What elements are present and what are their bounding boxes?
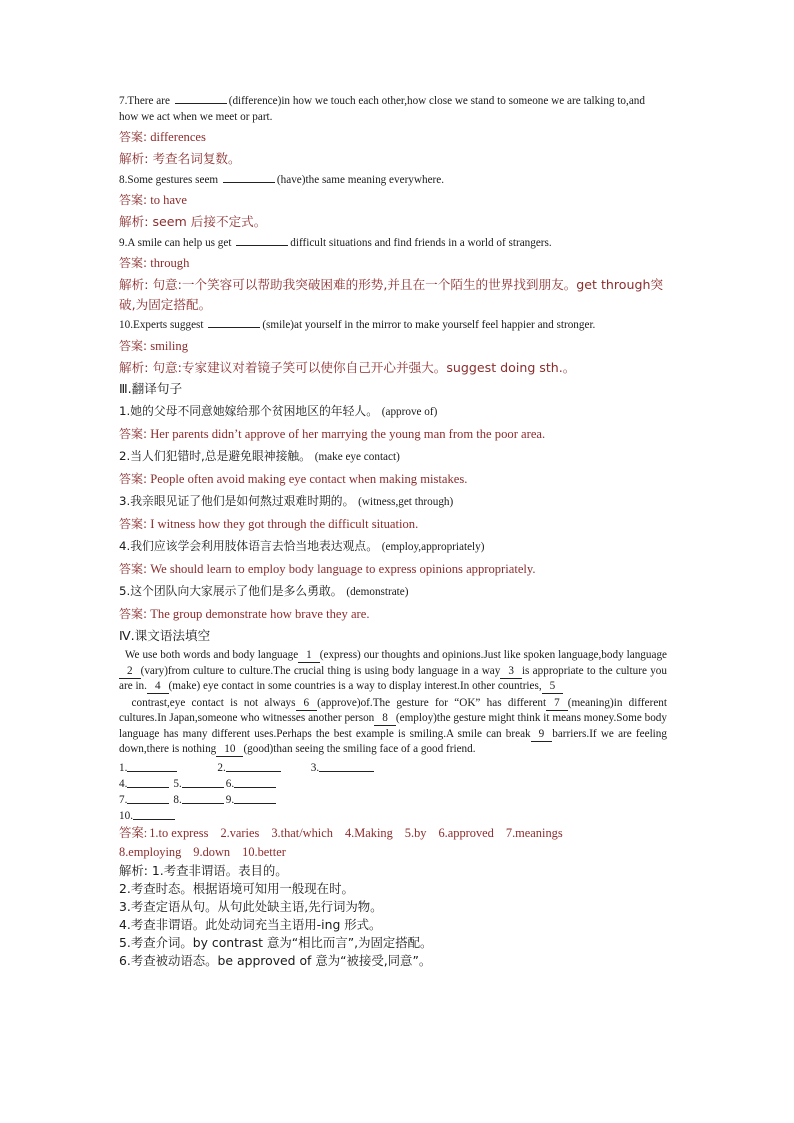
cloze-analysis-5: 5.考查介词。by contrast 意为“相比而言”,为固定搭配。 [119, 934, 433, 950]
question-7: 7.There are (difference)in how we touch each other,how close we stand to someone we are talking to,and how we act when we meet or part. [119, 92, 667, 125]
answer-grid: 1. 2. 3. 4. 5. 6. 7. 8. 9. 10. [119, 760, 667, 824]
cloze-analysis-4: 4.考查非谓语。此处动词充当主语用-ing 形式。 [119, 916, 382, 932]
cloze-answers: 答案: 1.to express 2.varies 3.that/which 4.Making 5.by 6.approved 7.meanings 8.employing 9.down 10.better [119, 825, 563, 859]
question-8: 8.Some gestures seem (have)the same meaning everywhere. [119, 171, 667, 189]
cloze-analysis-6: 6.考查被动语态。be approved of 意为“被接受,同意”。 [119, 952, 432, 968]
cloze-passage-cont: contrast,eye contact is not always 6 (approve)of.The gesture for “OK” has different 7 (meaning)in different cultures.In Japan,someone who witnesses another person 8 (employ)the gesture might think it means money.Some body language has many different uses.Perhaps the best example is smiling.A smile can break 9 barriers.If we are feeling down,there is nothing 10 (good)than seeing the smiling face of a good friend. [119, 696, 667, 755]
translation-answer: 答案: Her parents didn’t approve of her marrying the young man from the poor area. [119, 427, 546, 441]
translation-item: 5.这个团队向大家展示了他们是多么勇敢。 (demonstrate) [119, 584, 409, 598]
blank [223, 171, 275, 183]
question-9: 9.A smile can help us get difficult situations and find friends in a world of strangers. [119, 234, 667, 252]
analysis-9: 解析: 句意:一个笑容可以帮助我突破困难的形势,并且在一个陌生的世界找到朋友。get through突破,为固定搭配。 [119, 277, 664, 312]
answer-9: 答案: through [119, 256, 190, 270]
translation-answer: 答案: We should learn to employ body language to express opinions appropriately. [119, 562, 536, 576]
blank [208, 316, 260, 328]
translation-item: 4.我们应该学会利用肢体语言去恰当地表达观点。 (employ,appropriately) [119, 539, 485, 553]
translation-answer: 答案: The group demonstrate how brave they are. [119, 607, 370, 621]
translation-answer: 答案: I witness how they got through the difficult situation. [119, 517, 419, 531]
cloze-analysis-2: 2.考查时态。根据语境可知用一般现在时。 [119, 880, 354, 896]
question-10: 10.Experts suggest (smile)at yourself in the mirror to make yourself feel happier and stronger. [119, 316, 667, 334]
analysis-10: 解析: 句意:专家建议对着镜子笑可以使你自己开心并强大。suggest doing sth.。 [119, 359, 576, 375]
section-3-title: Ⅲ.翻译句子 [119, 381, 183, 396]
translation-answer: 答案: People often avoid making eye contact when making mistakes. [119, 472, 468, 486]
cloze-passage: We use both words and body language 1 (express) our thoughts and opinions.Just like spoken language,body language2 (vary)from culture to culture.The crucial thing is using body language in a way 3 is appropriate to the culture you are in. 4 (make) eye contact in some countries is a way to display interest.In other countries, 5 [119, 649, 667, 692]
answer-7: 答案: differences [119, 130, 206, 144]
blank [236, 234, 288, 246]
analysis-7: 解析: 考查名词复数。 [119, 151, 241, 166]
cloze-analysis-3: 3.考查定语从句。从句此处缺主语,先行词为物。 [119, 898, 383, 914]
translation-item: 2.当人们犯错时,总是避免眼神接触。 (make eye contact) [119, 449, 400, 463]
blank [175, 92, 227, 104]
translation-item: 1.她的父母不同意她嫁给那个贫困地区的年轻人。 (approve of) [119, 404, 438, 418]
answer-8: 答案: to have [119, 193, 187, 207]
section-4-title: Ⅳ.课文语法填空 [119, 628, 211, 643]
translation-item: 3.我亲眼见证了他们是如何熬过艰难时期的。 (witness,get through) [119, 494, 454, 508]
answer-10: 答案: smiling [119, 338, 188, 353]
cloze-analysis-1: 解析: 1.考查非谓语。表目的。 [119, 862, 288, 878]
document-page [119, 92, 667, 970]
analysis-8: 解析: seem 后接不定式。 [119, 214, 267, 229]
